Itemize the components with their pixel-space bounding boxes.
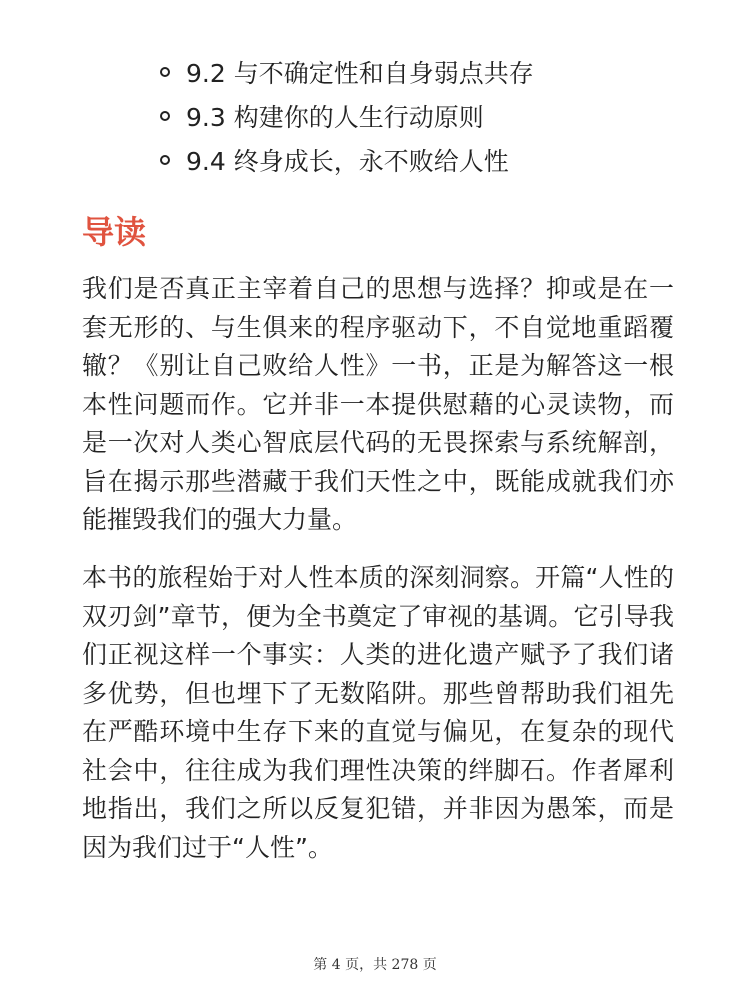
page-number-footer: 第 4 页，共 278 页 <box>313 957 437 973</box>
circle-bullet-icon <box>160 111 170 121</box>
circle-bullet-icon <box>160 155 170 165</box>
toc-item[interactable] <box>160 138 534 182</box>
body-paragraph: 本书的旅程始于对人性本质的深刻洞察。开篇“人性的双刃剑”章节，便为全书奠定了审视的基调。它引导我们正视这样一个事实：人类的进化遗产赋予了我们诸多优势，但也埋下了无数陷阱。那些曾帮助我们祖先在严酷环境中生存下来的直觉与偏见，在复杂的现代社会中，往往成为我们理性决策的绊脚石。作者犀利地指出，我们之所以反复犯错，并非因为愚笨，而是因为我们过于“人性”。 <box>82 563 674 862</box>
toc-item[interactable] <box>160 50 534 94</box>
toc-item[interactable] <box>160 94 534 138</box>
toc-item-label: 9.2 与不确定性和自身弱点共存 <box>186 59 534 88</box>
toc-item-label: 9.4 终身成长，永不败给人性 <box>186 147 509 176</box>
toc-item-label: 9.3 构建你的人生行动原则 <box>186 103 484 132</box>
body-paragraph: 我们是否真正主宰着自己的思想与选择？抑或是在一套无形的、与生俱来的程序驱动下，不自觉地重蹈覆辙？《别让自己败给人性》一书，正是为解答这一根本性问题而作。它并非一本提供慰藉的心灵读物，而是一次对人类心智底层代码的无畏探索与系统解剖，旨在揭示那些潜藏于我们天性之中，既能成就我们亦能摧毁我们的强大力量。 <box>82 274 674 534</box>
toc-list <box>160 50 534 182</box>
circle-bullet-icon <box>160 67 170 77</box>
section-heading: 导读 <box>82 213 147 251</box>
